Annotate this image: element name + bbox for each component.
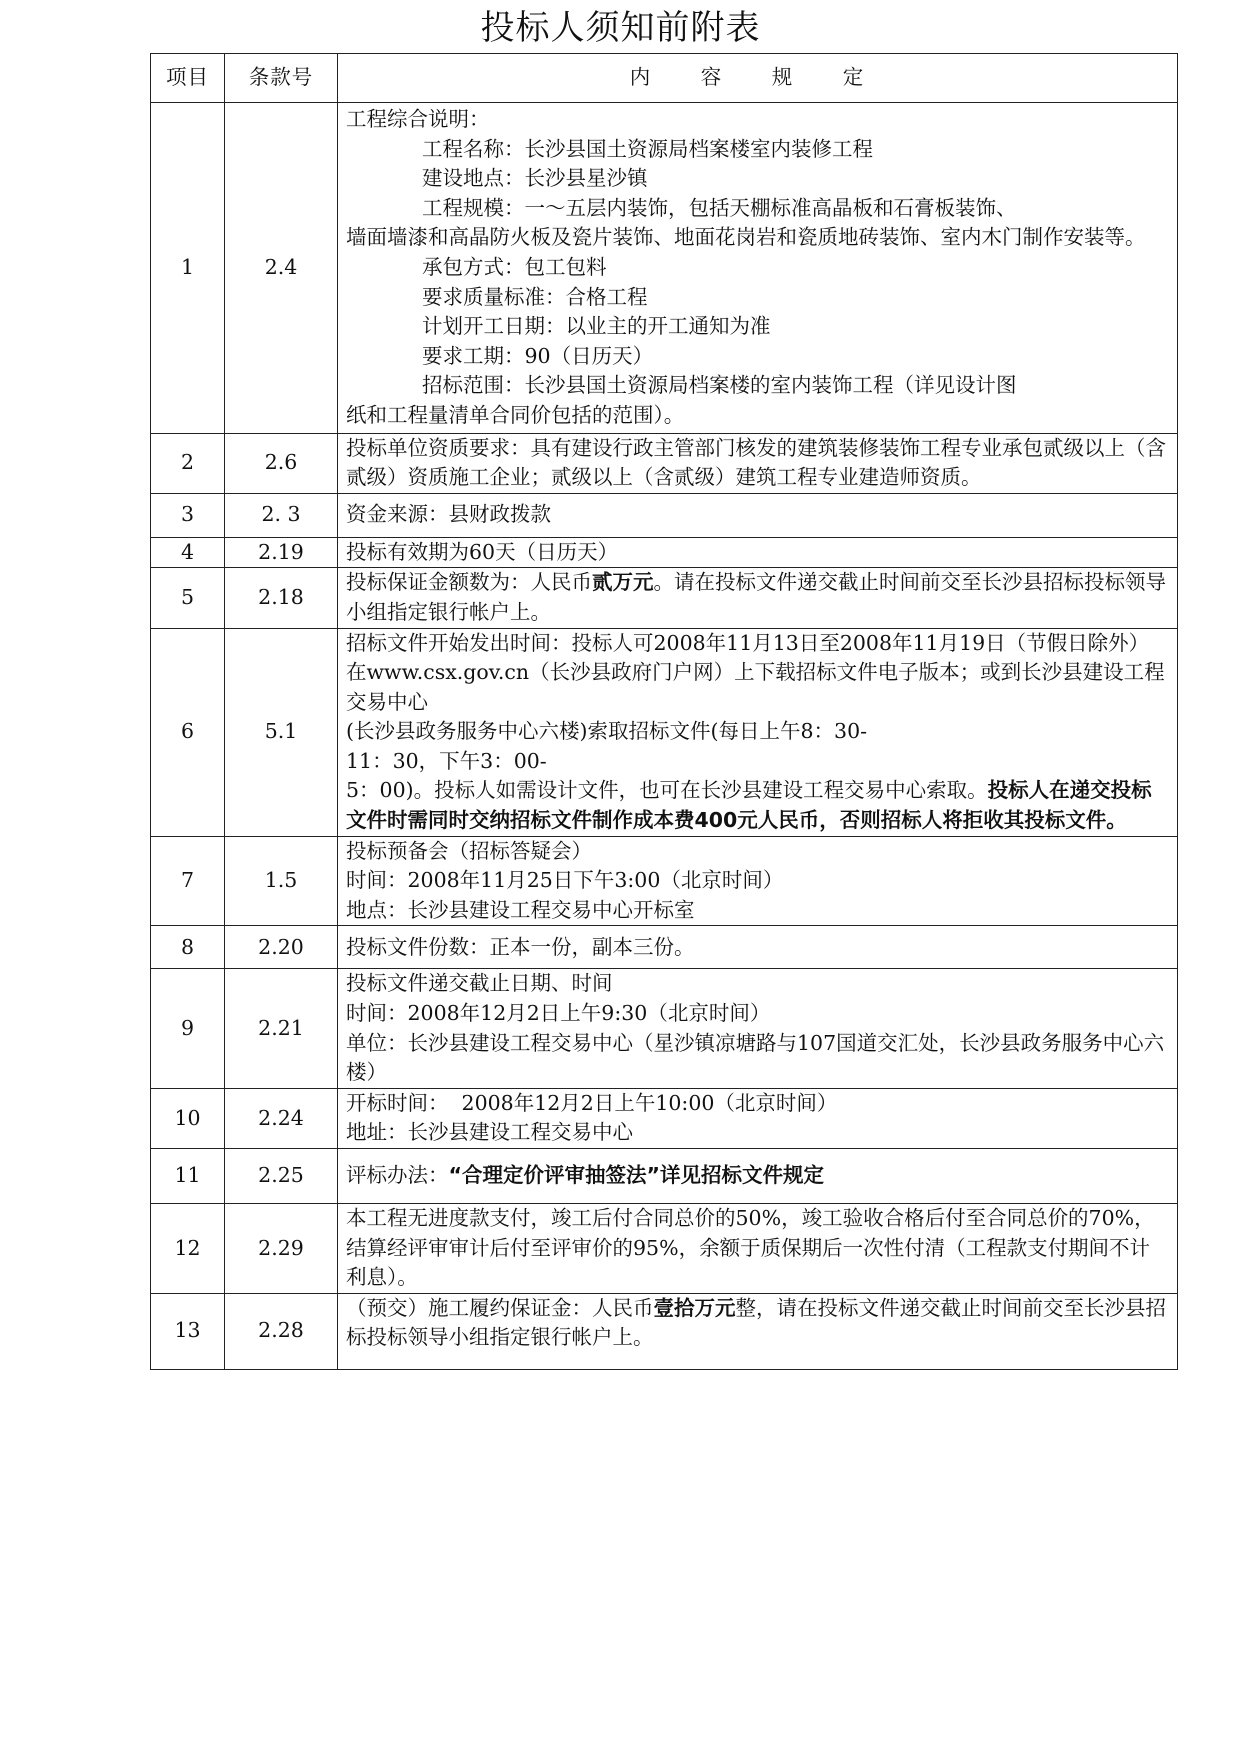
clause-number: 5.1 bbox=[225, 628, 338, 836]
content-cell: 开标时间： 2008年12月2日上午10:00（北京时间） 地址：长沙县建设工程交易中心 bbox=[338, 1088, 1178, 1148]
clause-number: 2.29 bbox=[225, 1204, 338, 1294]
item-number: 10 bbox=[151, 1088, 225, 1148]
content-cell: 投标预备会（招标答疑会） 时间：2008年11月25日下午3:00（北京时间） 地点：长沙县建设工程交易中心开标室 bbox=[338, 836, 1178, 926]
table-header-row bbox=[151, 54, 1178, 103]
table-row bbox=[151, 926, 1178, 969]
content-cell: （预交）施工履约保证金：人民币壹拾万元整，请在投标文件递交截止时间前交至长沙县招标投标领导小组指定银行帐户上。 bbox=[338, 1293, 1178, 1369]
content-cell: 投标文件份数：正本一份，副本三份。 bbox=[338, 926, 1178, 969]
item-number: 13 bbox=[151, 1293, 225, 1369]
item-number: 1 bbox=[151, 103, 225, 434]
table-row bbox=[151, 1293, 1178, 1369]
content-cell: 投标保证金额数为：人民币贰万元。请在投标文件递交截止时间前交至长沙县招标投标领导小组指定银行帐户上。 bbox=[338, 568, 1178, 628]
content-cell: 评标办法：“合理定价评审抽签法”详见招标文件规定 bbox=[338, 1149, 1178, 1204]
table-row bbox=[151, 568, 1178, 628]
table-row bbox=[151, 969, 1178, 1088]
item-number: 4 bbox=[151, 537, 225, 568]
item-number: 3 bbox=[151, 493, 225, 537]
item-number: 9 bbox=[151, 969, 225, 1088]
item-number: 2 bbox=[151, 433, 225, 493]
clause-number: 2.20 bbox=[225, 926, 338, 969]
clause-number: 2.28 bbox=[225, 1293, 338, 1369]
table-row bbox=[151, 1204, 1178, 1294]
bidding-info-table bbox=[150, 53, 1178, 1370]
table-row bbox=[151, 103, 1178, 434]
header-item: 项目 bbox=[151, 54, 225, 103]
content-cell: 资金来源：县财政拨款 bbox=[338, 493, 1178, 537]
table-row bbox=[151, 1149, 1178, 1204]
item-number: 12 bbox=[151, 1204, 225, 1294]
clause-number: 2.25 bbox=[225, 1149, 338, 1204]
item-number: 7 bbox=[151, 836, 225, 926]
page-title: 投标人须知前附表 bbox=[480, 8, 761, 48]
clause-number: 2.21 bbox=[225, 969, 338, 1088]
content-cell: 投标有效期为60天（日历天） bbox=[338, 537, 1178, 568]
clause-number: 2.6 bbox=[225, 433, 338, 493]
item-number: 5 bbox=[151, 568, 225, 628]
content-cell: 工程综合说明： 工程名称：长沙县国土资源局档案楼室内装修工程 建设地点：长沙县星沙镇 工程规模：一～五层内装饰，包括天棚标准高晶板和石膏板装饰、 墙面墙漆和高晶防火板及瓷片装饰、地面花岗岩和瓷质地砖装饰、室内木门制作安装等。 承包方式：包工包料 要求质量标准：合格工程 计划开工日期：以业主的开工通知为准 要求工期：90（日历天） 招标范围：长沙县国土资源局档案楼的室内装饰工程（详见设计图 纸和工程量清单合同价包括的范围）。 bbox=[338, 103, 1178, 434]
table-row bbox=[151, 537, 1178, 568]
clause-number: 2.4 bbox=[225, 103, 338, 434]
clause-number: 2. 3 bbox=[225, 493, 338, 537]
clause-number: 2.19 bbox=[225, 537, 338, 568]
table-row bbox=[151, 493, 1178, 537]
content-cell: 招标文件开始发出时间：投标人可2008年11月13日至2008年11月19日（节假日除外）在www.csx.gov.cn（长沙县政府门户网）上下载招标文件电子版本；或到长沙县建设工程交易中心 (长沙县政务服务中心六楼)索取招标文件(每日上午8：30- 11：30，下午3：00- 5：00)。投标人如需设计文件，也可在长沙县建设工程交易中心索取。投标人在递交投标文件时需同时交纳招标文件制作成本费400元人民币，否则招标人将拒收其投标文件。 bbox=[338, 628, 1178, 836]
table-row bbox=[151, 1088, 1178, 1148]
item-number: 8 bbox=[151, 926, 225, 969]
item-number: 11 bbox=[151, 1149, 225, 1204]
content-cell: 投标单位资质要求：具有建设行政主管部门核发的建筑装修装饰工程专业承包贰级以上（含贰级）资质施工企业；贰级以上（含贰级）建筑工程专业建造师资质。 bbox=[338, 433, 1178, 493]
table-row bbox=[151, 836, 1178, 926]
content-cell: 本工程无进度款支付，竣工后付合同总价的50%，竣工验收合格后付至合同总价的70%，结算经评审审计后付至评审价的95%，余额于质保期后一次性付清（工程款支付期间不计利息）。 bbox=[338, 1204, 1178, 1294]
header-content: 内 容 规 定 bbox=[338, 54, 1178, 103]
content-cell: 投标文件递交截止日期、时间 时间：2008年12月2日上午9:30（北京时间） 单位：长沙县建设工程交易中心（星沙镇凉塘路与107国道交汇处，长沙县政务服务中心六楼） bbox=[338, 969, 1178, 1088]
clause-number: 2.18 bbox=[225, 568, 338, 628]
table-row bbox=[151, 433, 1178, 493]
table-row bbox=[151, 628, 1178, 836]
clause-number: 1.5 bbox=[225, 836, 338, 926]
header-clause: 条款号 bbox=[225, 54, 338, 103]
clause-number: 2.24 bbox=[225, 1088, 338, 1148]
item-number: 6 bbox=[151, 628, 225, 836]
